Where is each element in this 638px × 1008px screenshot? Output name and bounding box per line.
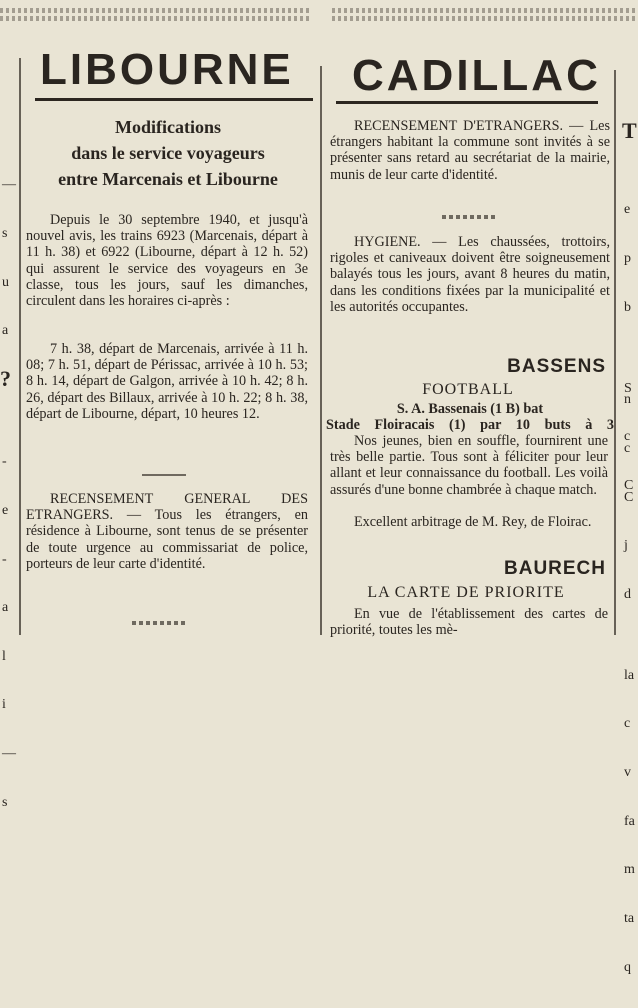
column-rule — [320, 66, 322, 635]
article-paragraph: En vue de l'établissement des cartes de priorité, toutes les mè- — [330, 606, 608, 639]
article-paragraph: RECENSEMENT GENERAL DES ETRANGERS. — Tous les étrangers, en résidence à Libourne, sont tenus de se présenter de toute urgence au commissariat de police, porteurs de leur carte d'identité. — [26, 491, 308, 572]
match-result: S. A. Bassenais (1 B) bat Stade Floiracais (1) par 10 buts à 3 — [326, 401, 614, 434]
section-subtitle-priorite: LA CARTE DE PRIORITE — [367, 584, 565, 601]
right-edge-text: T — [622, 118, 637, 143]
article-paragraph: Nos jeunes, bien en souffle, fournirent une très belle partie. Tous sont à féliciter pour leur allant et leur connaissance du football. Les voilà assurés d'une bonne chambrée à chaque match. — [330, 433, 608, 498]
article-headline: Modifications dans le service voyageurs entre Marcenais et Libourne — [58, 117, 278, 189]
left-edge-text: ? — [0, 366, 11, 391]
section-title-bassens: BASSENS — [507, 356, 606, 377]
column-rule — [614, 70, 616, 635]
left-edge-text: - e - a l i — s — [2, 454, 16, 810]
masthead-underline — [336, 101, 598, 104]
masthead-cadillac: CADILLAC — [352, 51, 601, 100]
article-separator — [442, 215, 498, 219]
article-paragraph: Excellent arbitrage de M. Rey, de Floirac. — [354, 514, 592, 530]
article-separator — [132, 621, 188, 625]
right-edge-text: e p b S c C — [624, 202, 634, 493]
article-paragraph: Depuis le 30 septembre 1940, et jusqu'à nouvel avis, les trains 6923 (Marcenais, départ à 11 h. 38) et 6922 (Libourne, départ à 12 h. 52) qui assurent le service des voyageurs en 3e classe, tous les jours, sauf les dimanches, circulent dans les horaires ci-après : — [26, 212, 308, 310]
left-edge-text: — s u a — [2, 177, 16, 339]
top-decorative-rule — [0, 8, 310, 13]
article-paragraph: 7 h. 38, départ de Marcenais, arrivée à 11 h. 08; 7 h. 51, départ de Périssac, arrivée à 10 h. 53; 8 h. 14, départ de Galgon, arrivée à 10 h. 42; 8 h. 26, départ des Billaux, arrivée à 10 h. 22; 8 h. 38, départ de Libourne, départ, 10 heures 12. — [26, 341, 308, 422]
right-edge-text: n c C j d la c v fa m ta q — [624, 392, 635, 975]
top-decorative-rule — [332, 8, 637, 13]
section-subtitle-football: FOOTBALL — [422, 381, 514, 398]
top-decorative-rule — [0, 16, 310, 21]
top-decorative-rule — [332, 16, 637, 21]
article-paragraph: HYGIENE. — Les chaussées, trottoirs, rigoles et caniveaux doivent être soigneusement balayés tous les jours, avant 8 heures du matin, dans les conditions fixées par la municipalité et les autorités occupantes. — [330, 234, 610, 315]
masthead-libourne: LIBOURNE — [40, 45, 294, 94]
section-title-baurech: BAURECH — [504, 558, 606, 579]
masthead-underline — [35, 98, 313, 101]
article-paragraph: RECENSEMENT D'ETRANGERS. — Les étrangers habitant la commune sont invités à se présenter sans retard au secrétariat de la mairie, munis de leur carte d'identité. — [330, 118, 610, 183]
article-separator — [142, 474, 186, 476]
column-rule — [19, 58, 21, 635]
